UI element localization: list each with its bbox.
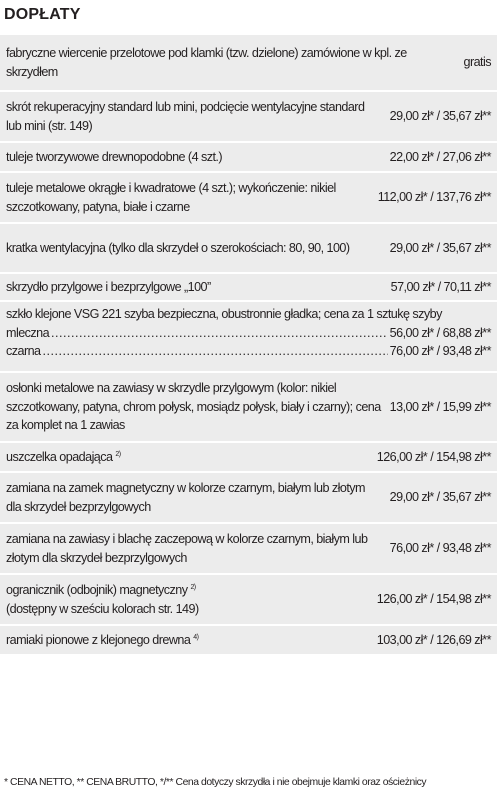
row-price: 13,00 zł* / 15,99 zł** xyxy=(389,399,491,414)
table-row xyxy=(0,35,497,92)
row-description-text: ramiaki pionowe z klejonego drewna xyxy=(6,632,191,647)
dot-leader xyxy=(51,324,388,343)
row-price: 126,00 zł* / 154,98 zł** xyxy=(376,449,491,464)
row-description: kratka wentylacyjna (tylko dla skrzydeł o szerokościach: 80, 90, 100) xyxy=(6,240,350,255)
row-description xyxy=(6,448,377,467)
row-description: zamiana na zawiasy i blachę zaczepową w kolorze czarnym, białym lub złotym dla skrzydeł bezprzylgowych xyxy=(6,531,368,565)
footnote-ref: 4) xyxy=(193,633,199,641)
surcharge-table xyxy=(0,35,497,656)
row-description-text: ogranicznik (odbojnik) magnetyczny xyxy=(6,582,188,597)
table-row xyxy=(0,274,497,302)
row-description: zamiana na zamek magnetyczny w kolorze czarnym, białym lub złotym dla skrzydeł bezprzylgowych xyxy=(6,480,365,514)
row-description: tuleje metalowe okrągłe i kwadratowe (4 szt.); wykończenie: nikiel szczotkowany, patyna, białe i czarne xyxy=(6,180,336,214)
row-description-line xyxy=(6,581,369,600)
row-description-text: uszczelka opadająca xyxy=(6,449,113,464)
row-description: szkło klejone VSG 221 szyba bezpieczna, obustronnie gładka; cena za 1 sztukę szyby xyxy=(6,307,442,321)
table-row xyxy=(0,302,497,373)
row-price: 112,00 zł* / 137,76 zł** xyxy=(377,190,491,205)
table-row xyxy=(0,92,497,143)
row-price: 29,00 zł* / 35,67 zł** xyxy=(389,240,491,255)
row-description: tuleje tworzywowe drewnopodobne (4 szt.) xyxy=(6,149,223,164)
row-price: 57,00 zł* / 70,11 zł** xyxy=(390,279,491,294)
table-row xyxy=(0,443,497,473)
table-row xyxy=(0,473,497,524)
row-price: gratis xyxy=(463,55,491,70)
row-price: 29,00 zł* / 35,67 zł** xyxy=(389,490,491,505)
row-price: 126,00 zł* / 154,98 zł** xyxy=(376,592,491,607)
table-row xyxy=(0,224,497,274)
option-line xyxy=(6,342,491,361)
option-price: 76,00 zł* / 93,48 zł** xyxy=(389,344,491,359)
table-row xyxy=(0,575,497,626)
row-description: osłonki metalowe na zawiasy w skrzydle przylgowym (kolor: nikiel szczotkowany, patyna, chrom połysk, mosiądz połysk, biały i czarny); cena za komplet na 1 zawias xyxy=(6,381,381,433)
footnote-ref: 2) xyxy=(190,583,196,591)
page-title: DOPŁATY xyxy=(4,6,81,23)
row-description xyxy=(6,631,377,650)
row-price: 103,00 zł* / 126,69 zł** xyxy=(376,632,491,647)
option-price: 56,00 zł* / 68,88 zł** xyxy=(389,325,491,340)
option-label: mleczna xyxy=(6,325,50,340)
row-description: fabryczne wiercenie przelotowe pod klamki (tzw. dzielone) zamówione w kpl. ze skrzydłem xyxy=(6,45,407,79)
row-price: 76,00 zł* / 93,48 zł** xyxy=(389,541,491,556)
footnote-ref: 2) xyxy=(115,450,121,458)
table-row xyxy=(0,524,497,575)
table-row xyxy=(0,173,497,224)
option-line xyxy=(6,324,491,343)
row-description xyxy=(6,581,377,618)
option-label: czarna xyxy=(6,344,41,359)
table-row xyxy=(0,373,497,443)
table-row xyxy=(0,143,497,173)
row-description: skrzydło przylgowe i bezprzylgowe „100” xyxy=(6,279,211,294)
table-row xyxy=(0,626,497,656)
row-price: 29,00 zł* / 35,67 zł** xyxy=(389,109,491,124)
row-price: 22,00 zł* / 27,06 zł** xyxy=(389,149,491,164)
row-description: skrót rekuperacyjny standard lub mini, podcięcie wentylacyjne standard lub mini (str. 149) xyxy=(6,99,365,133)
dot-leader xyxy=(43,342,388,361)
price-footnote: * CENA NETTO, ** CENA BRUTTO, */** Cena dotyczy skrzydła i nie obejmuje klamki oraz ościeżnicy xyxy=(4,777,427,788)
row-description-line: (dostępny w sześciu kolorach str. 149) xyxy=(6,601,199,616)
